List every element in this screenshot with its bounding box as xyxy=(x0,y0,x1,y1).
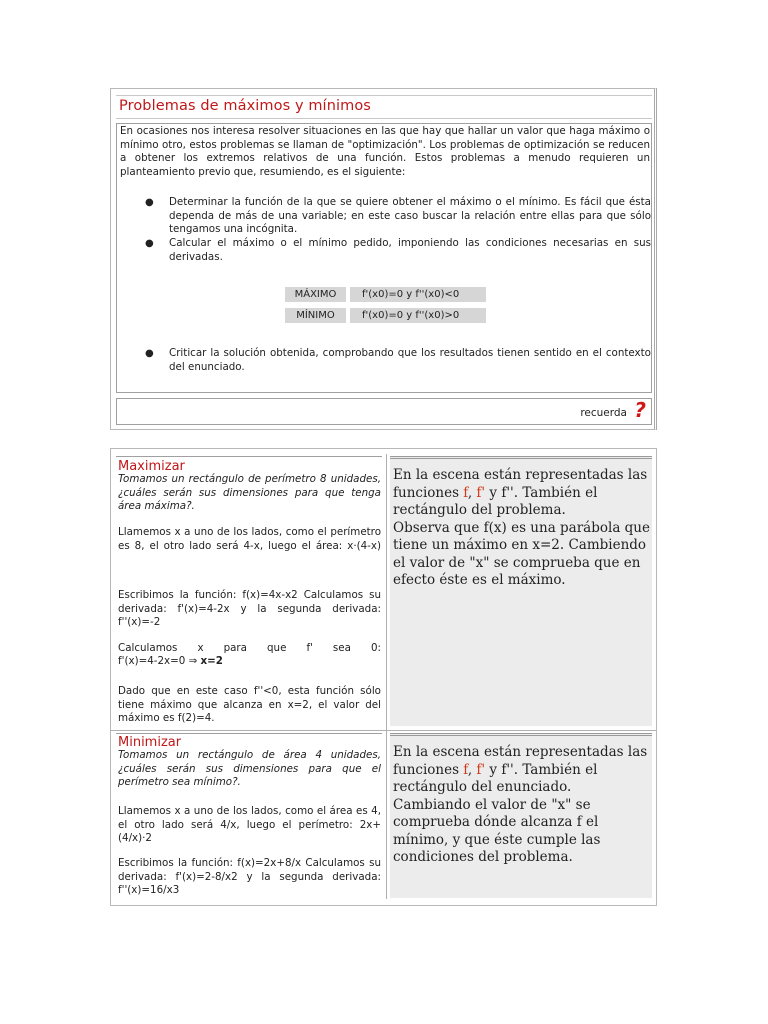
maximizar-conclusion: Dado que en este caso f''<0, esta función sólo tiene máximo que alcanza en x=2, el valor del máximo es f(2)=4. xyxy=(118,685,381,724)
minimizar-statement: Tomamos un rectángulo de área 4 unidades, ¿cuáles serán sus dimensiones para que el perímetro sea mínimo?. xyxy=(118,749,381,788)
minimizar-description: En la escena están representadas las funciones f, f' y f''. También el rectángulo del enunciado. Cambiando el valor de "x" se comprueba dónde alcanza f el mínimo, y que éste cumple las condiciones del problema. xyxy=(393,744,648,865)
maximizar-solution: f'(x)=4-2x=0 ⇒ x=2 xyxy=(118,655,223,667)
bullet-icon: ● xyxy=(145,238,154,249)
recuerda-bar xyxy=(116,398,652,425)
column-divider xyxy=(386,454,387,899)
row-divider xyxy=(111,730,656,731)
theory-content xyxy=(116,123,652,393)
divider xyxy=(116,733,382,734)
f-label: f xyxy=(463,761,468,778)
minimizar-derivatives: Escribimos la función: f(x)=2x+8/x Calculamos su derivada: f'(x)=2-8/x2 y la segunda derivada: f''(x)=16/x3 xyxy=(118,857,381,896)
maximizar-derivatives: Escribimos la función: f(x)=4x-x2 Calculamos su derivada: f'(x)=4-2x y la segunda derivada: f''(x)=-2 xyxy=(118,589,381,628)
fpp-label: f'' xyxy=(501,484,514,501)
examples-panel xyxy=(110,448,657,906)
minimizar-description-box xyxy=(390,733,652,898)
bullet-icon: ● xyxy=(145,197,154,208)
question-mark-icon[interactable]: ? xyxy=(634,398,646,422)
list-item: ● Determinar la función de la que se quiere obtener el máximo o el mínimo. Es fácil que ésta dependa de más de una variable; en este caso buscar la relación entre ellas para que sólo tengamos una incógnita. xyxy=(145,196,651,235)
minimizar-title: Minimizar xyxy=(118,735,182,750)
recuerda-link[interactable]: recuerda xyxy=(580,407,627,419)
title-bar xyxy=(116,95,652,119)
fpp-label: f'' xyxy=(501,761,514,778)
maximizar-setup: Llamemos x a uno de los lados, como el perímetro es 8, el otro lado será 4-x, luego el área: x·(4-x) xyxy=(118,526,381,552)
divider xyxy=(116,456,382,457)
page-title: Problemas de máximos y mínimos xyxy=(119,98,371,114)
maximizar-description-box xyxy=(390,456,652,726)
minimo-formula: f'(x0)=0 y f''(x0)>0 xyxy=(350,308,486,323)
minimizar-setup: Llamemos x a uno de los lados, como el área es 4, el otro lado será 4/x, luego el perímetro: 2x+(4/x)·2 xyxy=(118,805,381,844)
maximizar-solve: Calculamos x para que f' sea 0: xyxy=(118,642,381,654)
theory-panel xyxy=(110,88,657,430)
list-item: ● Criticar la solución obtenida, comprobando que los resultados tienen sentido en el contexto del enunciado. xyxy=(145,347,651,373)
fp-label: f' xyxy=(476,761,486,778)
maximo-label: MÁXIMO xyxy=(285,287,346,302)
list-item: ● Calcular el máximo o el mínimo pedido, imponiendo las condiciones necesarias en sus derivadas. xyxy=(145,237,651,263)
minimo-label: MÍNIMO xyxy=(285,308,346,323)
intro-paragraph: En ocasiones nos interesa resolver situaciones en las que hay que hallar un valor que haga máximo o mínimo otro, estos problemas se llaman de "optimización". Los problemas de optimización se reducen a obtener los extremos relativos de una función. Estos problemas a menudo requieren un planteamiento previo que, resumiendo, es el siguiente: xyxy=(120,125,650,178)
maximo-formula: f'(x0)=0 y f''(x0)<0 xyxy=(350,287,486,302)
maximizar-statement: Tomamos un rectángulo de perímetro 8 unidades, ¿cuáles serán sus dimensiones para que tenga área máxima?. xyxy=(118,473,381,512)
maximizar-title: Maximizar xyxy=(118,459,185,474)
maximizar-description: En la escena están representadas las funciones f, f' y f''. También el rectángulo del problema. Observa que f(x) es una parábola que tiene un máximo en x=2. Cambiendo el valor de "x" se comprueba que en efecto éste es el máximo. xyxy=(393,467,650,588)
f-label: f xyxy=(463,484,468,501)
bullet-icon: ● xyxy=(145,348,154,359)
fp-label: f' xyxy=(476,484,486,501)
